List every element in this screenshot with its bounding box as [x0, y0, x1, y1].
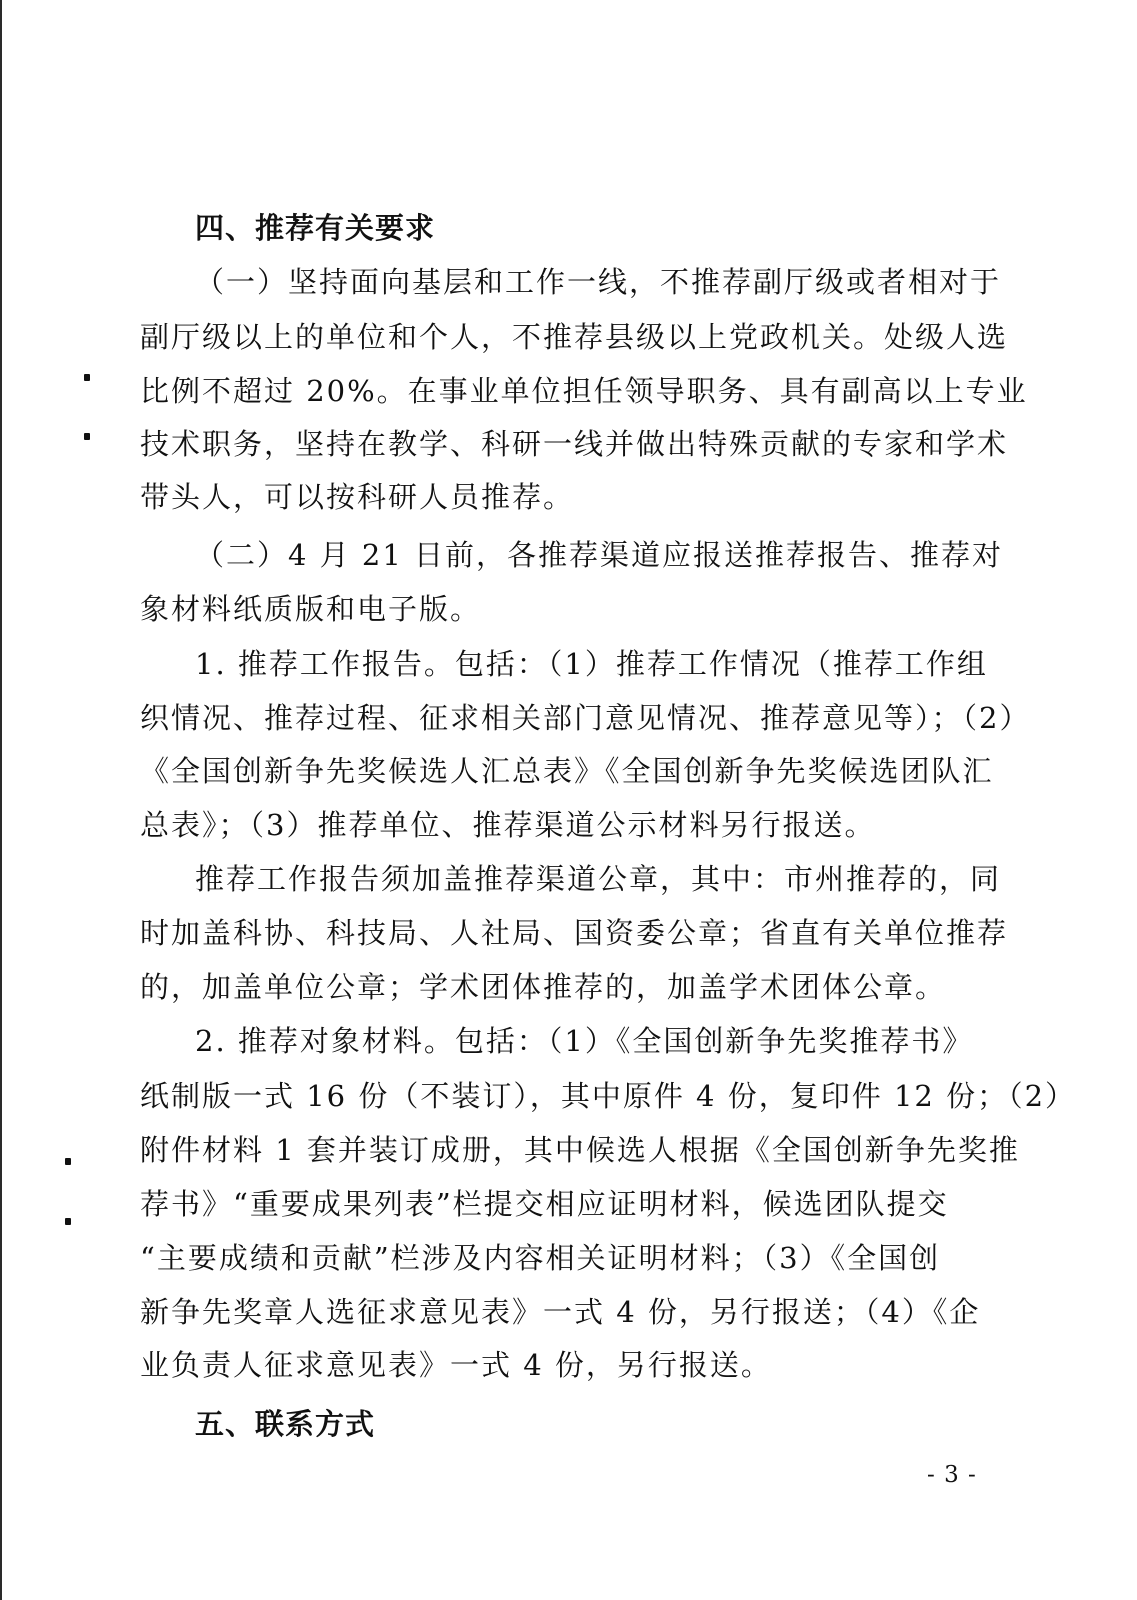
paragraph-line: 比例不超过 20%。在事业单位担任领导职务、具有副高以上专业	[140, 374, 1028, 408]
binding-mark	[84, 374, 90, 381]
binding-mark	[84, 433, 90, 440]
paragraph-line: 技术职务，坚持在教学、科研一线并做出特殊贡献的专家和学术	[140, 427, 1009, 461]
section-heading: 五、联系方式	[195, 1407, 376, 1441]
paragraph-line: 象材料纸质版和电子版。	[140, 592, 482, 626]
paragraph-line: 业负责人征求意见表》一式 4 份，另行报送。	[140, 1348, 772, 1382]
paragraph-line: 副厅级以上的单位和个人，不推荐县级以上党政机关。处级人选	[140, 320, 1009, 354]
paragraph-line: 的，加盖单位公章；学术团体推荐的，加盖学术团体公章。	[140, 970, 947, 1004]
paragraph-line: 2. 推荐对象材料。包括：（1）《全国创新争先奖推荐书》	[195, 1024, 974, 1058]
paragraph-line: （二）4 月 21 日前，各推荐渠道应报送推荐报告、推荐对	[195, 538, 1004, 572]
binding-mark	[65, 1218, 71, 1225]
paragraph-line: 推荐工作报告须加盖推荐渠道公章，其中：市州推荐的，同	[195, 862, 1002, 896]
paragraph-line: 时加盖科协、科技局、人社局、国资委公章；省直有关单位推荐	[140, 916, 1009, 950]
paragraph-line: 《全国创新争先奖候选人汇总表》《全国创新争先奖候选团队汇	[140, 754, 994, 788]
paragraph-line: 总表》；（3）推荐单位、推荐渠道公示材料另行报送。	[140, 808, 876, 842]
paragraph-line: （一）坚持面向基层和工作一线，不推荐副厅级或者相对于	[195, 265, 1002, 299]
paragraph-line: 新争先奖章人选征求意见表》一式 4 份，另行报送；（4）《企	[140, 1295, 981, 1329]
paragraph-line: 织情况、推荐过程、征求相关部门意见情况、推荐意见等）；（2）	[140, 701, 1031, 735]
page-number: - 3 -	[927, 1462, 977, 1488]
paragraph-line: 纸制版一式 16 份（不装订），其中原件 4 份，复印件 12 份；（2）	[140, 1079, 1077, 1113]
paragraph-line: 荐书》“重要成果列表”栏提交相应证明材料，候选团队提交	[140, 1187, 949, 1221]
paragraph-line: 附件材料 1 套并装订成册，其中候选人根据《全国创新争先奖推	[140, 1133, 1020, 1167]
scan-edge	[0, 0, 2, 1600]
paragraph-line: 1. 推荐工作报告。包括：（1）推荐工作情况（推荐工作组	[195, 647, 988, 681]
binding-mark	[65, 1158, 71, 1165]
paragraph-line: “主要成绩和贡献”栏涉及内容相关证明材料；（3）《全国创	[140, 1241, 941, 1275]
paragraph-line: 带头人，可以按科研人员推荐。	[140, 480, 575, 514]
section-heading: 四、推荐有关要求	[195, 211, 436, 245]
